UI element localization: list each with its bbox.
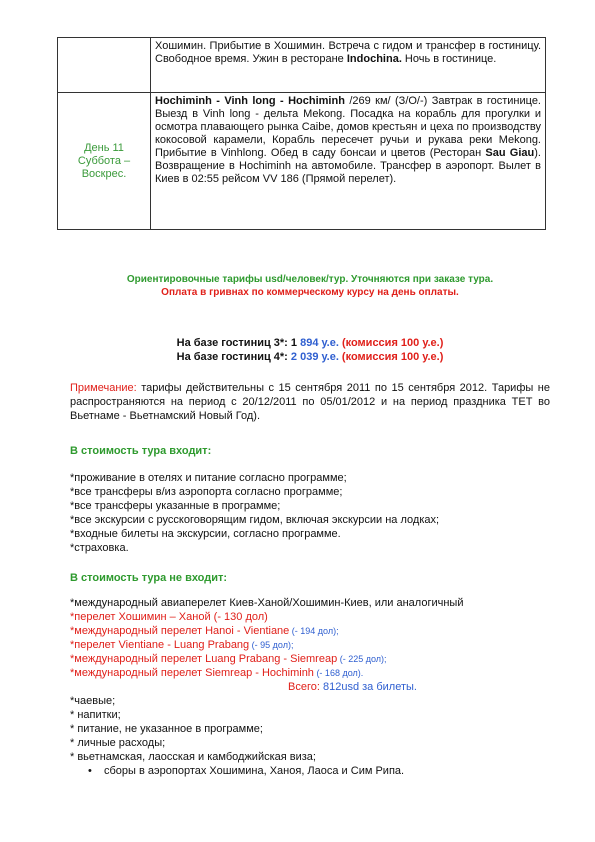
included-item: *все экскурсии с русскоговорящим гидом, включая экскурсии на лодках;: [70, 514, 440, 526]
day-cell: [58, 93, 151, 230]
price-commission: (комиссия 100 у.е.): [338, 351, 444, 363]
included-item: *страховка.: [70, 542, 129, 554]
flights-total: [70, 680, 550, 694]
excluded-flight: *перелет Хошимин – Ханой (- 130 дол): [70, 611, 268, 623]
excluded-item: * напитки;: [70, 709, 121, 721]
included-item: *все трансферы указанные в программе;: [70, 500, 281, 512]
price-value: 2 039 у.е.: [290, 351, 339, 363]
excluded-item: * личные расходы;: [70, 737, 166, 749]
excluded-flight: [70, 666, 550, 680]
day-description: [151, 38, 546, 93]
included-item: *все трансферы в/из аэропорта согласно программе;: [70, 486, 343, 498]
included-heading: В стоимость тура входит:: [70, 445, 212, 457]
price-row-4star: [70, 350, 550, 364]
bullet-icon: •: [88, 765, 92, 777]
flight-price: (- 194 дол);: [289, 626, 339, 636]
excluded-item: * питание, не указанное в программе;: [70, 723, 263, 735]
flight-price: (- 95 дол);: [249, 640, 294, 650]
flight-label: *международный перелет Siemreap - Hochiminh: [70, 667, 314, 679]
restaurant-name: Sau Giau: [485, 147, 535, 159]
included-list: [70, 471, 550, 555]
day-weekday-2: Воскрес.: [81, 167, 127, 180]
price-commission: (комиссия 100 у.е.): [338, 337, 444, 349]
excluded-item: *чаевые;: [70, 695, 116, 707]
excluded-bullet-item: [70, 764, 550, 778]
tariffs-line-2: Оплата в гривнах по коммерческому курсу на день оплаты.: [161, 287, 459, 298]
price-value: 894 у.е.: [297, 337, 339, 349]
price-row-3star: [70, 336, 550, 350]
note-label: Примечание:: [70, 382, 137, 394]
flight-price: (- 225 дол);: [337, 654, 387, 664]
day-description: [151, 93, 546, 230]
price-label: На базе гостиниц 4*:: [176, 351, 291, 363]
day-weekday: Суббота –: [77, 154, 131, 167]
day-text: /269 км/ (З/О/-) Завтрак в гостинице. Выезд в Vinh long - дельта Mekong. Посадка на корабль для прогулки и осмотра плавающего рынка Caibe, домов крестьян и цеха по производству кокосовой карамели, Корабль пересечет ручьи и рукава реки Mekong. Прибытие в Vinhlong. Обед в саду бонсаи и цветов (Ресторан: [155, 95, 541, 159]
included-item: *входные билеты на экскурсии, согласно программе.: [70, 528, 341, 540]
prices-block: [70, 336, 550, 364]
day-cell-empty: [58, 38, 151, 93]
included-item: *проживание в отелях и питание согласно программе;: [70, 472, 347, 484]
price-label: На базе гостиниц 3*:: [176, 337, 291, 349]
day-text: Хошимин. Прибытие в Хошимин. Встреча с гидом и трансфер в гостиницу. Свободное время. Ужин в ресторане: [155, 40, 541, 65]
day-text-tail: ). Возвращение в Hochiminh на автомобиле. Трансфер в аэропорт. Вылет в Киев в 02:55 рейсом VV 186 (Прямой перелет).: [155, 147, 541, 185]
flight-label: *перелет Vientiane - Luang Prabang: [70, 639, 250, 651]
total-value: 812usd за билеты.: [322, 681, 417, 693]
excluded-flight: [70, 624, 550, 638]
excluded-flight: [70, 652, 550, 666]
tariffs-note: [70, 273, 550, 299]
flight-label: *международный перелет Luang Prabang - Siemreap: [70, 653, 338, 665]
itinerary-row-day11: [58, 93, 546, 230]
itinerary-row-day10: [58, 38, 546, 93]
flight-price: (- 168 дол).: [313, 668, 364, 678]
route-title: Hochiminh - Vinh long - Hochiminh: [155, 95, 345, 107]
price-value-a: 1: [290, 337, 298, 349]
note-text: тарифы действительны с 15 сентября 2011 по 15 сентября 2012. Тарифы не распространяются на период с 20/12/2011 по 05/01/2012 и на период праздника ТЕТ во Вьетнаме - Вьетнамский Новый Год).: [70, 382, 550, 422]
itinerary-table: [57, 37, 546, 230]
excluded-list: [70, 596, 550, 778]
excluded-heading: В стоимость тура не входит:: [70, 572, 228, 584]
restaurant-name: Indochina.: [346, 53, 402, 65]
total-label: Всего:: [288, 681, 323, 693]
excluded-flight: [70, 638, 550, 652]
excluded-item: * вьетнамская, лаосская и камбоджийская виза;: [70, 751, 316, 763]
bullet-text: сборы в аэропортах Хошимина, Ханоя, Лаоса и Сим Рипа.: [104, 765, 405, 777]
day-number: День 11: [84, 141, 124, 154]
day-text-tail: Ночь в гостинице.: [401, 53, 497, 65]
tariffs-line-1: Ориентировочные тарифы usd/человек/тур. Уточняются при заказе тура.: [126, 274, 494, 285]
flight-label: *международный перелет Hanoi - Vientiane: [70, 625, 290, 637]
note-paragraph: [70, 381, 550, 423]
excluded-item: *международный авиаперелет Киев-Ханой/Хошимин-Киев, или аналогичный: [70, 597, 464, 609]
